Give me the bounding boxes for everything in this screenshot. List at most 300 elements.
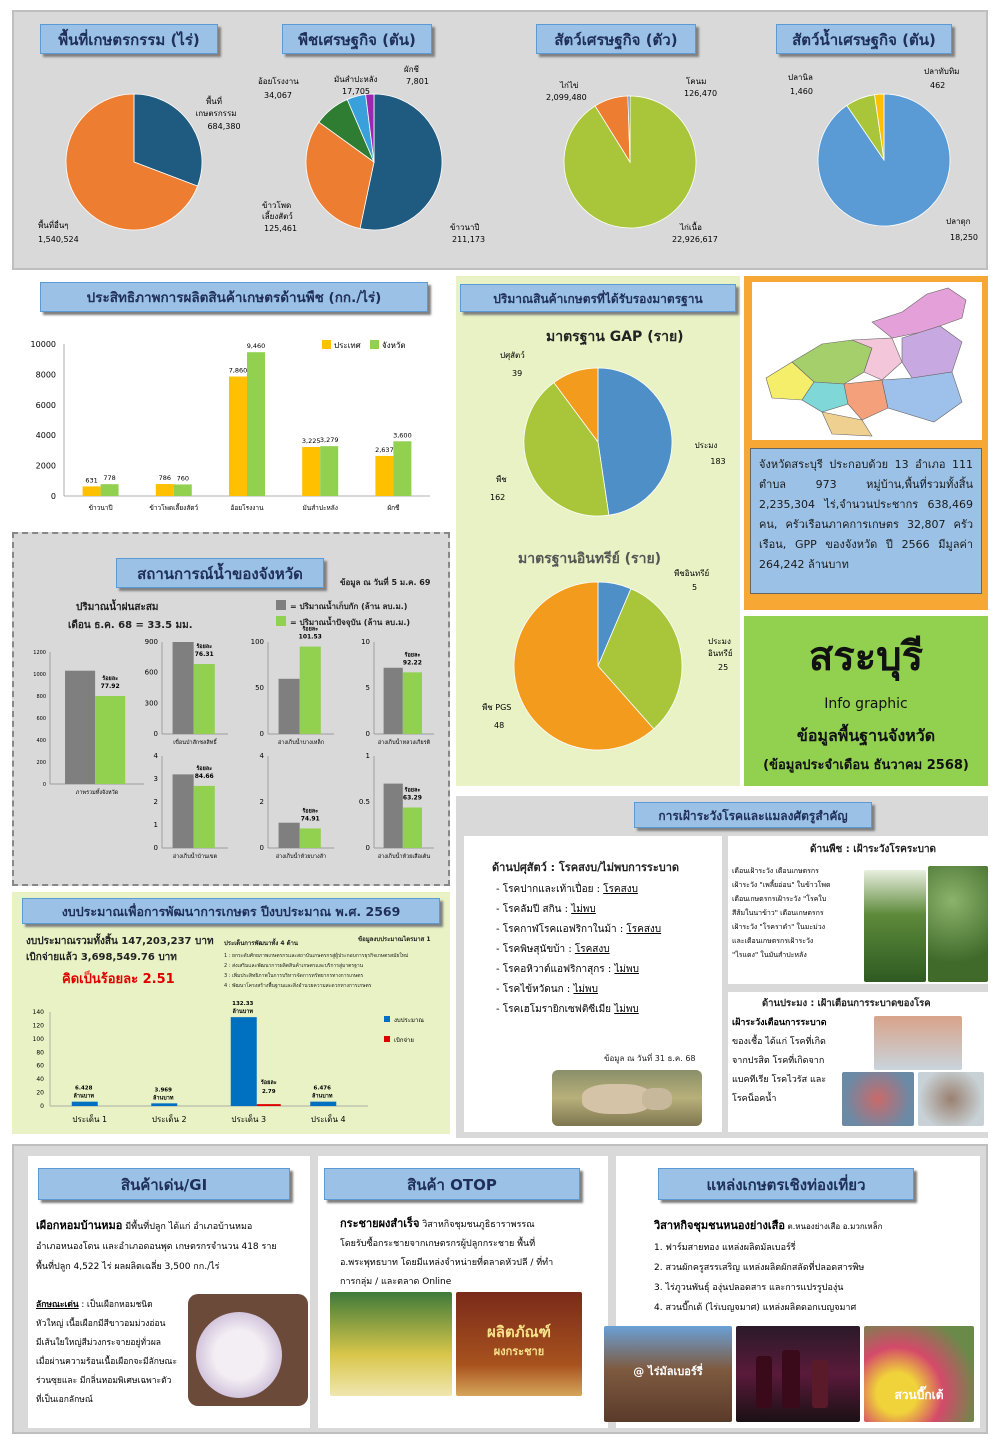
fish-title: ด้านประมง : เฝ้าเตือนการระบาดของโรค bbox=[762, 998, 931, 1009]
water-name-4: อ่างเก็บน้ำบ้านเขต bbox=[172, 854, 218, 860]
disease-item-2 bbox=[496, 920, 661, 940]
budget-ytick-5: 100 bbox=[32, 1035, 44, 1043]
pie3-label-0: ไก่เนื้อ bbox=[680, 223, 702, 232]
water-chart-4 bbox=[154, 752, 228, 860]
eff-bar-1-1 bbox=[174, 484, 192, 496]
rain-label: ปริมาณน้ำฝนสะสม bbox=[76, 602, 159, 613]
pie2-value-1: 125,461 bbox=[264, 224, 298, 233]
budget-pct: คิดเป็นร้อยละ 2.51 bbox=[62, 972, 175, 987]
water-name-0: ภาพรวมทั้งจังหวัด bbox=[75, 790, 119, 796]
plant-box bbox=[728, 836, 988, 984]
map-box bbox=[752, 282, 982, 440]
budget-ytick-2: 40 bbox=[36, 1076, 44, 1084]
eff-bar-2-0 bbox=[229, 377, 247, 496]
water-bar-capacity-2 bbox=[279, 679, 300, 734]
budget-label-v-0: 6.428 bbox=[75, 1085, 93, 1092]
org-value-1: 25 bbox=[718, 663, 729, 672]
tour-photo-1-text: @ ไร่มัลเบอร์รี่ bbox=[633, 1365, 703, 1378]
disease-item-0 bbox=[496, 880, 661, 900]
budget-total: งบประมาณรวมทั้งสิ้น 147,203,237 บาท bbox=[26, 936, 214, 947]
disease-name-6: - โรคเฮโมรายิกเซฟติซีเมีย bbox=[496, 1004, 615, 1015]
basic-info-label: ข้อมูลพื้นฐานจังหวัด bbox=[796, 726, 936, 745]
eff-xtick-0: ข้าวนาปี bbox=[88, 504, 113, 512]
budget-spent-label-b: 2.79 bbox=[261, 1089, 276, 1095]
org-label-0: พืชอินทรีย์ bbox=[674, 569, 710, 578]
eff-bar-4-0 bbox=[375, 456, 393, 496]
tour-box bbox=[616, 1156, 980, 1428]
pie1-slices bbox=[66, 94, 202, 230]
pie-fish bbox=[774, 58, 984, 258]
water-bar-current-3 bbox=[403, 672, 422, 734]
gi-line-1: มีพื้นที่ปลูก ได้แก่ อำเภอบ้านหมอ bbox=[125, 1222, 253, 1232]
otop-line-3: การกลุ่ม / และตลาด Online bbox=[340, 1277, 452, 1287]
legend-capacity: = ปริมาณน้ำเก็บกัก (ล้าน ลบ.ม.) bbox=[290, 602, 408, 611]
gap-value-0: 183 bbox=[710, 457, 726, 466]
plant-line-6: "ไรแดง" ในมันสำปะหลัง bbox=[732, 951, 807, 959]
eff-xtick-2: อ้อยโรงงาน bbox=[230, 504, 264, 512]
budget-ytick-6: 120 bbox=[32, 1022, 44, 1030]
water-chart-2 bbox=[251, 625, 334, 746]
budget-bar-3 bbox=[310, 1102, 336, 1106]
header-fish: สัตว์น้ำเศรษฐกิจ (ตัน) bbox=[776, 24, 952, 54]
fish-line-4: โรคน็อคน้ำ bbox=[732, 1094, 777, 1104]
pie4-label-2: ปลาทับทิม bbox=[924, 67, 960, 76]
province-name: สระบุรี bbox=[808, 634, 924, 680]
budget-note-2: 2 : ส่งเสริมและพัฒนาการผลิตสินค้าเกษตรและบริการสู่มาตรฐาน bbox=[224, 963, 364, 969]
budget-panel bbox=[12, 892, 450, 1134]
pie-crops bbox=[254, 58, 494, 258]
disease-name-4: - โรคอหิวาต์แอฟริกาสุกร : bbox=[496, 964, 615, 975]
budget-label-v-3: 6.476 bbox=[313, 1085, 331, 1092]
eff-bar-2-1 bbox=[247, 352, 265, 496]
gi-text bbox=[36, 1216, 306, 1277]
pie4-label-0: ปลาดุก bbox=[946, 217, 971, 226]
budget-label-u-1: ล้านบาท bbox=[153, 1095, 174, 1102]
water-chart-5 bbox=[260, 752, 334, 860]
plant-line-3: สีส้มในนาข้าว" เตือนเกษตรกร bbox=[732, 909, 824, 917]
disease-item-4 bbox=[496, 960, 661, 980]
province-desc-box bbox=[750, 448, 982, 594]
plant-title: ด้านพืช : เฝ้าระวังโรคระบาด bbox=[810, 844, 937, 855]
data-month-label: (ข้อมูลประจำเดือน ธันวาคม 2568) bbox=[763, 758, 969, 773]
org-slices bbox=[514, 582, 682, 750]
pie2-value-0: 211,173 bbox=[452, 235, 486, 244]
legend-country: ประเทศ bbox=[334, 341, 361, 350]
org-pie bbox=[456, 564, 740, 774]
tour-loc: ต.หนองย่างเสือ อ.มวกเหล็ก bbox=[784, 1222, 883, 1231]
budget-date: ข้อมูลงบประมาณไตรมาส 1 bbox=[358, 936, 431, 943]
eff-ytick-4: 8000 bbox=[35, 370, 56, 380]
eff-bar-3-1 bbox=[320, 446, 338, 496]
disease-status-4: ไม่พบ bbox=[614, 964, 639, 975]
tour-list bbox=[654, 1238, 864, 1318]
disease-item-6 bbox=[496, 1000, 661, 1020]
water-tick-3-2: 10 bbox=[361, 638, 370, 646]
org-label-1b: อินทรีย์ bbox=[708, 649, 733, 658]
pie4-slices bbox=[818, 94, 950, 226]
tour-item-2: 2. สวนผักครูสรรเสริญ แหล่งผลิตผักสลัดที่ปลอดสารพิษ bbox=[654, 1263, 865, 1273]
otop-photo-text-2: ผงกระชาย bbox=[493, 1345, 545, 1358]
tour-item-4: 4. สวนบี๊กเต้ (ไร่เบญจมาศ) แหล่งผลิตดอกเบญจมาศ bbox=[654, 1303, 857, 1313]
tour-item-1: 1. ฟาร์มสายทอง แหล่งผลิตมัลเบอร์รี่ bbox=[654, 1243, 796, 1253]
pie-livestock bbox=[534, 58, 734, 258]
gap-value-2: 39 bbox=[512, 369, 523, 378]
disease-list bbox=[496, 880, 661, 1020]
gap-title: มาตรฐาน GAP (ราย) bbox=[546, 329, 684, 345]
pie4-value-0: 18,250 bbox=[950, 233, 978, 242]
otop-text bbox=[340, 1214, 606, 1292]
disease-name-1: - โรคลัมปี สกิน : bbox=[496, 904, 572, 915]
water-name-3: อ่างเก็บน้ำหลวงเกียรติ bbox=[377, 740, 431, 746]
livestock-box bbox=[464, 836, 722, 1132]
water-pct-label-4: ร้อยละ bbox=[196, 765, 213, 772]
water-tick-0-3: 600 bbox=[36, 716, 46, 722]
budget-ytick-1: 20 bbox=[36, 1089, 44, 1097]
pie2-label-2: อ้อยโรงงาน bbox=[258, 77, 299, 86]
water-tick-3-1: 5 bbox=[365, 684, 370, 692]
gap-slices bbox=[524, 368, 672, 516]
org-title: มาตรฐานอินทรีย์ (ราย) bbox=[518, 551, 662, 567]
water-tick-4-4: 4 bbox=[153, 752, 158, 760]
water-name-2: อ่างเก็บน้ำบางเหล็ก bbox=[277, 740, 325, 746]
fish-box bbox=[728, 992, 988, 1132]
pie2-label-3: มันสำปะหลัง bbox=[334, 75, 378, 84]
water-name-6: อ่างเก็บน้ำห้วยเสือเต้น bbox=[377, 854, 431, 860]
budget-spent: เบิกจ่ายแล้ว 3,698,549.76 บาท bbox=[26, 952, 177, 963]
org-label-2: พืช PGS bbox=[482, 703, 512, 712]
disease-status-3: โรคสงบ bbox=[574, 944, 610, 955]
gap-slice-0 bbox=[598, 368, 672, 515]
legend-current: = ปริมาณน้ำปัจจุบัน (ล้าน ลบ.ม.) bbox=[290, 618, 411, 627]
tour-bold: วิสาหกิจชุมชนหนองย่างเสือ bbox=[654, 1219, 785, 1232]
water-pct-4: 84.66 bbox=[194, 772, 214, 780]
fish-line-2: จากปรสิต โรคที่เกิดจาก bbox=[732, 1056, 825, 1066]
budget-label-u-2: ล้านบาท bbox=[232, 1009, 253, 1016]
water-tick-0-2: 400 bbox=[36, 738, 46, 744]
water-pct-label-2: ร้อยละ bbox=[302, 626, 319, 633]
water-name-5: อ่างเก็บน้ำห้วยบางส้า bbox=[275, 854, 327, 860]
pie2-label-1a: ข้าวโพด bbox=[262, 201, 292, 210]
water-tick-5-0: 0 bbox=[259, 844, 264, 852]
shrimp-photo bbox=[874, 1016, 962, 1070]
budget-label-u-3: ล้านบาท bbox=[312, 1093, 333, 1100]
otop-line-2: อ.พระพุทธบาท โดยมีแหล่งจำหน่ายที่ตลาดหัวปลี / ที่ทำ bbox=[340, 1258, 554, 1268]
otop-line-0: วิสาหกิจชุมชนภูธิธาราพรรณ bbox=[419, 1220, 535, 1230]
pie4-value-2: 462 bbox=[930, 81, 946, 90]
eff-ytick-0: 0 bbox=[50, 492, 56, 501]
taro-photo bbox=[188, 1294, 308, 1406]
water-date: ข้อมูล ณ วันที่ 5 ม.ค. 69 bbox=[340, 578, 431, 587]
budget-xtick-1: ประเด็น 2 bbox=[151, 1115, 187, 1124]
water-pct-6: 63.29 bbox=[402, 794, 422, 802]
province-desc: จังหวัดสระบุรี ประกอบด้วย 13 อำเภอ 111 ตำบล 973 หมู่บ้าน,พื้นที่รวมทั้งสิ้น 2,235,304 ไร่,จำนวนประชากร 638,469 คน, ครัวเรือนภาคการเกษตร 32,807 ครัวเรือน, GPP ของจังหวัด ปี 2566 มีมูลค่า 264,242 ล้านบาท bbox=[759, 458, 973, 571]
otop-photo-text: ผลิตภัณฑ์ bbox=[487, 1323, 551, 1341]
budget-chart-group bbox=[33, 1001, 368, 1124]
bottom-panel bbox=[12, 1144, 988, 1434]
title-box bbox=[744, 616, 988, 786]
rice-photo bbox=[864, 870, 926, 982]
legend-chip-budget bbox=[384, 1016, 390, 1022]
budget-note-title: ประเด็นการพัฒนาทั้ง 4 ด้าน bbox=[224, 940, 298, 947]
leaf-photo bbox=[928, 866, 988, 982]
water-bar-capacity-0 bbox=[65, 671, 95, 784]
org-label-1a: ประมง bbox=[708, 637, 731, 646]
eff-bar-0-0 bbox=[83, 486, 101, 496]
water-chart-1 bbox=[145, 638, 228, 746]
otop-photo-1 bbox=[330, 1292, 452, 1396]
eff-bar-0-1 bbox=[101, 484, 119, 496]
gap-label-1: พืช bbox=[496, 475, 507, 484]
legend-province: จังหวัด bbox=[382, 341, 406, 350]
water-bar-capacity-1 bbox=[173, 642, 194, 734]
plant-line-2: เตือนเกษตรกรเฝ้าระวัง "โรคใบ bbox=[732, 895, 827, 903]
budget-xtick-2: ประเด็น 3 bbox=[231, 1115, 267, 1124]
eff-label-2-0: 7,860 bbox=[228, 366, 248, 375]
eff-label-1-0: 786 bbox=[158, 474, 172, 483]
water-bar-capacity-3 bbox=[384, 668, 403, 734]
disease-status-0: โรคสงบ bbox=[603, 884, 638, 895]
fish-photo-1 bbox=[842, 1072, 914, 1126]
gi-feature-1: หัวใหญ่ เนื้อเผือกมีสีขาวอมม่วงอ่อน bbox=[36, 1319, 166, 1329]
pie1-label-0a: พื้นที่ bbox=[205, 97, 223, 106]
disease-status-5: ไม่พบ bbox=[573, 984, 598, 995]
pie2-label-1b: เลี้ยงสัตว์ bbox=[262, 212, 293, 221]
pie4-value-1: 1,460 bbox=[790, 87, 813, 96]
water-pct-1: 76.31 bbox=[194, 651, 214, 659]
budget-chart bbox=[12, 996, 450, 1130]
fish-line-1: ของเชื้อ ได้แก่ โรคที่เกิด bbox=[732, 1037, 826, 1047]
pie3-slices bbox=[564, 96, 696, 228]
water-tick-4-1: 1 bbox=[153, 821, 158, 829]
org-value-0: 5 bbox=[692, 583, 698, 592]
pie2-label-4: ผักชี bbox=[404, 65, 419, 74]
water-tick-0-4: 800 bbox=[36, 694, 46, 700]
gi-feature-3: เมื่อผ่านความร้อนเนื้อเผือกจะมีลักษณะ bbox=[36, 1357, 178, 1367]
legend-chip-spent bbox=[384, 1036, 390, 1042]
legend-chip-country bbox=[322, 340, 331, 349]
eff-bar-3-0 bbox=[302, 447, 320, 496]
infographic-label: Info graphic bbox=[824, 696, 908, 712]
otop-box bbox=[318, 1156, 608, 1428]
water-chart-6 bbox=[359, 752, 434, 860]
fish-line-3: แบคทีเรีย โรคไวรัส และ bbox=[732, 1075, 827, 1085]
header-agri-area: พื้นที่เกษตรกรรม (ไร่) bbox=[40, 24, 218, 54]
disease-status-6: ไม่พบ bbox=[614, 1004, 639, 1015]
water-tick-1-3: 900 bbox=[144, 638, 158, 646]
livestock-title: ด้านปศุสัตว์ : โรคสงบ/ไม่พบการระบาด bbox=[492, 861, 680, 874]
tour-head bbox=[654, 1216, 882, 1234]
water-bar-capacity-4 bbox=[173, 774, 194, 848]
eff-xtick-1: ข้าวโพดเลี้ยงสัตว์ bbox=[149, 504, 199, 512]
legend-budget: งบประมาณ bbox=[394, 1017, 424, 1024]
water-tick-6-1: 0.5 bbox=[358, 798, 370, 806]
tour-title: แหล่งเกษตรเชิงท่องเที่ยว bbox=[658, 1168, 914, 1200]
water-bar-current-1 bbox=[194, 664, 215, 734]
plant-line-1: เฝ้าระวัง "เพลี้ยอ่อน" ในข้าวโพด bbox=[732, 881, 831, 889]
water-bar-current-6 bbox=[403, 808, 422, 848]
water-tick-1-1: 300 bbox=[144, 699, 158, 708]
eff-label-3-0: 3,225 bbox=[301, 436, 321, 445]
org-value-2: 48 bbox=[494, 721, 505, 730]
fish-photo-2 bbox=[918, 1072, 984, 1126]
pie2-value-3: 17,705 bbox=[342, 87, 370, 96]
water-pct-label-3: ร้อยละ bbox=[404, 652, 421, 659]
rain-value: เดือน ธ.ค. 68 = 33.5 มม. bbox=[68, 620, 193, 631]
eff-xtick-4: ผักชี bbox=[387, 504, 400, 512]
plant-text bbox=[732, 864, 831, 962]
pie1-value-1: 1,540,524 bbox=[38, 235, 79, 244]
gi-feature-text bbox=[36, 1296, 186, 1410]
disease-title: การเฝ้าระวังโรคและแมลงศัตรูสำคัญ bbox=[634, 802, 872, 828]
pie3-label-1: ไก่ไข่ bbox=[560, 81, 579, 90]
plant-line-5: และเตือนเกษตรกรเฝ้าระวัง bbox=[732, 937, 814, 945]
fish-text bbox=[732, 1014, 827, 1109]
water-pct-label-5: ร้อยละ bbox=[302, 808, 319, 815]
water-tick-0-1: 200 bbox=[36, 760, 46, 766]
budget-note-1: 1 : ยกระดับศักยภาพเกษตรกรและสถาบันเกษตรกรสู่ผู้ประกอบการธุรกิจเกษตรสมัยใหม่ bbox=[224, 953, 409, 959]
water-tick-2-0: 0 bbox=[259, 730, 264, 738]
water-tick-2-1: 50 bbox=[255, 684, 264, 692]
fish-line-0: เฝ้าระวังเตือนการระบาด bbox=[732, 1018, 827, 1028]
budget-note-3: 3 : เพิ่มประสิทธิภาพในการบริหารจัดการทรัพยากรทางการเกษตร bbox=[224, 973, 364, 979]
top-panel bbox=[12, 10, 988, 270]
disease-item-3 bbox=[496, 940, 661, 960]
legend-spent: เบิกจ่าย bbox=[394, 1037, 414, 1044]
tour-item-3: 3. ไร่ภูวนพันธุ์ องุ่นปลอดสาร และการแปรรูปองุ่น bbox=[654, 1283, 844, 1293]
budget-label-u-0: ล้านบาท bbox=[73, 1093, 94, 1100]
gap-pie bbox=[456, 342, 740, 542]
water-bar-current-2 bbox=[300, 647, 321, 734]
pie-agri-area bbox=[34, 62, 244, 262]
gi-box bbox=[28, 1156, 310, 1428]
pie1-label-0b: เกษตรกรรม bbox=[195, 109, 237, 118]
eff-ytick-2: 4000 bbox=[35, 431, 56, 441]
water-tick-2-2: 100 bbox=[250, 638, 264, 646]
water-pct-0: 77.92 bbox=[100, 683, 120, 690]
header-crops: พืชเศรษฐกิจ (ตัน) bbox=[282, 24, 432, 54]
water-panel bbox=[12, 532, 450, 886]
tour-photo-2 bbox=[736, 1326, 860, 1422]
efficiency-chart bbox=[12, 328, 450, 518]
eff-ytick-5: 10000 bbox=[30, 340, 56, 349]
eff-label-1-1: 760 bbox=[176, 474, 190, 483]
pie1-label-1: พื้นที่อื่นๆ bbox=[38, 221, 69, 230]
budget-note-4: 4 : พัฒนาโครงสร้างพื้นฐานและสิ่งอำนวยความสะดวกทางการเกษตร bbox=[224, 983, 372, 989]
water-tick-6-0: 0 bbox=[365, 844, 370, 852]
disease-item-5 bbox=[496, 980, 661, 1000]
pie2-label-0: ข้าวนาปี bbox=[450, 223, 480, 232]
disease-name-5: - โรคไข้หวัดนก : bbox=[496, 984, 574, 995]
water-chart-group bbox=[33, 625, 434, 860]
gap-value-1: 162 bbox=[490, 493, 506, 502]
eff-label-4-0: 2,637 bbox=[375, 445, 394, 454]
tour-photo-1 bbox=[604, 1326, 732, 1422]
efficiency-bars bbox=[83, 342, 412, 496]
pie3-value-2: 126,470 bbox=[684, 89, 718, 98]
water-tick-0-0: 0 bbox=[42, 782, 46, 788]
eff-xtick-3: มันสำปะหลัง bbox=[302, 504, 338, 512]
water-tick-4-3: 3 bbox=[153, 775, 158, 783]
gi-line-2: อำเภอหนองโดน และอำเภอดอนพุด เกษตรกรจำนวน 418 ราย bbox=[36, 1242, 277, 1252]
pie2-value-2: 34,067 bbox=[264, 91, 292, 100]
water-name-1: เขื่อนป่าสักชลสิทธิ์ bbox=[173, 740, 217, 746]
standards-panel bbox=[456, 276, 740, 786]
water-bar-current-5 bbox=[300, 828, 321, 848]
water-tick-4-0: 0 bbox=[153, 844, 158, 852]
water-pct-3: 92.22 bbox=[402, 659, 422, 667]
tour-photo-3-text: สวนบี๊กเต้ bbox=[894, 1388, 944, 1402]
eff-bar-1-0 bbox=[156, 484, 174, 496]
budget-bar-1 bbox=[151, 1103, 177, 1106]
water-tick-1-2: 600 bbox=[144, 668, 158, 677]
buffalo-photo bbox=[552, 1070, 702, 1126]
budget-ytick-7: 140 bbox=[32, 1009, 44, 1016]
water-bar-capacity-6 bbox=[384, 784, 403, 848]
water-tick-0-6: 1200 bbox=[33, 650, 46, 656]
gap-label-2: ปศุสัตว์ bbox=[500, 351, 525, 360]
water-pct-label-1: ร้อยละ bbox=[196, 644, 213, 651]
budget-spent-label-a: ร้อยละ bbox=[260, 1080, 277, 1086]
otop-title: สินค้า OTOP bbox=[324, 1168, 580, 1200]
water-tick-4-2: 2 bbox=[153, 798, 158, 806]
pie4-label-1: ปลานิล bbox=[788, 73, 813, 82]
pie3-value-1: 2,099,480 bbox=[546, 93, 587, 102]
pie3-label-2: โคนม bbox=[686, 77, 707, 86]
water-tick-0-5: 1000 bbox=[33, 672, 46, 678]
livestock-date: ข้อมูล ณ วันที่ 31 ธ.ค. 68 bbox=[604, 1054, 696, 1063]
water-pct-label-0: ร้อยละ bbox=[102, 676, 119, 682]
disease-status-2: โรคสงบ bbox=[626, 924, 662, 935]
eff-label-4-1: 3,600 bbox=[393, 431, 412, 440]
budget-bar-2 bbox=[231, 1017, 257, 1106]
water-chart-3 bbox=[361, 638, 434, 746]
water-pct-label-6: ร้อยละ bbox=[404, 787, 421, 794]
budget-bar-0 bbox=[72, 1102, 98, 1106]
water-chart-0 bbox=[33, 650, 144, 796]
gi-title: สินค้าเด่น/GI bbox=[38, 1168, 290, 1200]
pie2-value-4: 7,801 bbox=[406, 77, 429, 86]
disease-name-2: - โรคกาฬโรคแอฟริกาในม้า : bbox=[496, 924, 627, 935]
eff-ytick-3: 6000 bbox=[35, 400, 56, 410]
eff-label-3-1: 3,279 bbox=[319, 436, 339, 445]
water-bar-current-0 bbox=[95, 696, 125, 784]
gi-feature-4: ร่วนซุยและ มีกลิ่นหอมพิเศษเฉพาะตัว bbox=[36, 1376, 172, 1386]
budget-title: งบประมาณเพื่อการพัฒนาการเกษตร ปีงบประมาณ พ.ศ. 2569 bbox=[22, 898, 440, 924]
disease-name-0: - โรคปากและเท้าเปื่อย : bbox=[496, 884, 604, 895]
water-tick-6-2: 1 bbox=[365, 752, 370, 760]
budget-ytick-0: 0 bbox=[40, 1103, 44, 1110]
eff-ytick-1: 2000 bbox=[35, 461, 56, 471]
eff-label-2-1: 9,460 bbox=[246, 342, 266, 351]
gap-label-0: ประมง bbox=[694, 441, 718, 450]
gi-feature-5: ที่เป็นเอกลักษณ์ bbox=[36, 1395, 93, 1405]
gi-feature-0: : เป็นเผือกหอมชนิด bbox=[78, 1300, 153, 1310]
water-charts bbox=[14, 534, 448, 884]
header-livestock: สัตว์เศรษฐกิจ (ตัว) bbox=[536, 24, 696, 54]
disease-item-1 bbox=[496, 900, 661, 920]
disease-panel bbox=[456, 796, 988, 1138]
water-tick-3-0: 0 bbox=[365, 730, 370, 738]
eff-label-0-1: 778 bbox=[103, 474, 116, 483]
pie2-slices bbox=[306, 94, 442, 230]
budget-label-v-1: 3.969 bbox=[154, 1087, 172, 1094]
water-bar-capacity-5 bbox=[279, 823, 300, 848]
water-tick-1-0: 0 bbox=[153, 730, 158, 738]
budget-label-v-2: 132.33 bbox=[232, 1001, 254, 1008]
water-bar-current-4 bbox=[194, 786, 215, 848]
budget-spent-bar-2 bbox=[257, 1104, 281, 1106]
efficiency-title: ประสิทธิภาพการผลิตสินค้าเกษตรด้านพืช (กก./ไร่) bbox=[40, 282, 428, 312]
